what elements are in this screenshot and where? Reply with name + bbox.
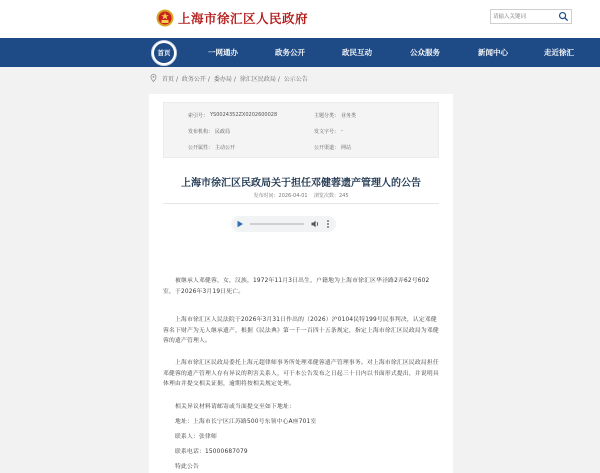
meta-row: [164, 125, 440, 137]
search-input[interactable]: [493, 11, 555, 22]
breadcrumb-separator: /: [175, 76, 178, 83]
title-divider: [163, 203, 439, 204]
audio-progress-bar[interactable]: [250, 223, 304, 225]
breadcrumb-home[interactable]: 首页: [161, 76, 174, 83]
article-info: [149, 192, 453, 199]
breadcrumb-announcements[interactable]: 公示公告: [283, 76, 308, 83]
audio-player: [231, 216, 336, 232]
nav-item-services[interactable]: 一网通办: [208, 48, 238, 57]
article-paragraph: 上海市徐汇区人民法院于2026年3月31日作出的（2026）沪0104民特199号民事判决，认定邓健蓉名下财产为无人继承遗产，根据《民法典》第一千一百四十五条规定，指定上海市徐汇区民政局为邓健蓉的遗产管理人。: [163, 317, 439, 344]
article-paragraph: 被继承人邓健蓉，女，汉族，1972年11月3日出生，户籍地为上海市徐汇区华泾路2弄62号602室，于2026年3月19日死亡。: [163, 278, 430, 295]
breadcrumb-civil-affairs[interactable]: 徐汇区民政局: [239, 76, 276, 83]
search-icon[interactable]: [558, 11, 569, 22]
nav-item-gov-affairs[interactable]: 政务公开: [275, 48, 305, 57]
site-header: [0, 0, 600, 38]
category-value: 业务类: [341, 113, 357, 119]
document-meta-box: [163, 102, 439, 158]
nav-home-button[interactable]: [151, 40, 177, 66]
address-line: [163, 417, 439, 428]
meta-row: [164, 141, 440, 153]
breadcrumb-separator: /: [233, 76, 236, 83]
channel-value: 网站: [341, 145, 352, 151]
article-card: [149, 94, 453, 473]
phone-label: 联系电话：: [175, 449, 205, 455]
breadcrumb: [150, 74, 450, 86]
publish-date: 2026-04-01: [278, 193, 308, 199]
nav-item-interaction[interactable]: 政民互动: [342, 48, 372, 57]
contact-label: 联系人：: [175, 434, 199, 440]
contact-intro: 相关异议材料请邮寄或当面提交至如下地址：: [175, 404, 295, 410]
nav-item-public-service[interactable]: 公众服务: [410, 48, 440, 57]
view-count-label: 浏览次数：: [313, 193, 339, 199]
docno-label: 发文字号：: [314, 129, 340, 135]
breadcrumb-separator: /: [207, 76, 210, 83]
contact-value: 张律师: [199, 434, 217, 440]
scope-label: 公开属性：: [188, 145, 214, 151]
phone-line: [163, 447, 439, 458]
index-label: 索引号：: [188, 113, 209, 119]
address-label: 地址：: [175, 419, 193, 425]
nav-item-news[interactable]: 新闻中心: [478, 48, 508, 57]
index-value: YS0024352ZX0202600028: [210, 112, 278, 118]
channel-label: 公开渠道：: [314, 145, 340, 151]
issuer-label: 发布机构：: [188, 129, 214, 135]
more-options-icon[interactable]: [326, 219, 330, 229]
category-label: 主题分类：: [314, 113, 340, 119]
breadcrumb-commissions[interactable]: 委办局: [213, 76, 232, 83]
play-icon[interactable]: [236, 220, 244, 228]
breadcrumb-gov-affairs[interactable]: 政务公开: [181, 76, 206, 83]
volume-icon[interactable]: [311, 220, 320, 228]
search-box: [490, 9, 572, 24]
meta-row: [164, 109, 440, 121]
docno-value: -: [341, 128, 343, 134]
location-pin-icon: [150, 74, 157, 82]
address-value: 上海市长宁区江苏路500号东领中心A座701室: [193, 419, 317, 425]
scope-value: 主动公开: [215, 145, 236, 151]
publish-date-label: 发布时间：: [253, 193, 279, 199]
contact-line: [163, 432, 439, 443]
view-count: 245: [338, 193, 349, 199]
nav-item-about-xuhui[interactable]: 走近徐汇: [544, 48, 574, 57]
phone-value: 15000687079: [205, 449, 248, 455]
article-paragraph: 上海市徐汇区民政局委托上海元超律师事务所处理邓健蓉遗产管理事务。对上海市徐汇区民政局担任邓健蓉的遗产管理人存有异议的利害关系人，可于本公告发布之日起三十日内以书面形式提出，并说明具体理由并提交相关证据，逾期将按相关规定处理。: [163, 360, 439, 387]
article-title: 上海市徐汇区民政局关于担任邓健蓉遗产管理人的公告: [181, 178, 421, 189]
closing-line: 特此公告: [175, 464, 199, 470]
national-emblem-icon: [156, 8, 174, 28]
main-nav: [0, 38, 600, 67]
issuer-value: 民政局: [215, 129, 231, 135]
nav-home-label: 首页: [154, 43, 174, 63]
breadcrumb-separator: /: [277, 76, 280, 83]
site-title[interactable]: 上海市徐汇区人民政府: [178, 11, 309, 26]
